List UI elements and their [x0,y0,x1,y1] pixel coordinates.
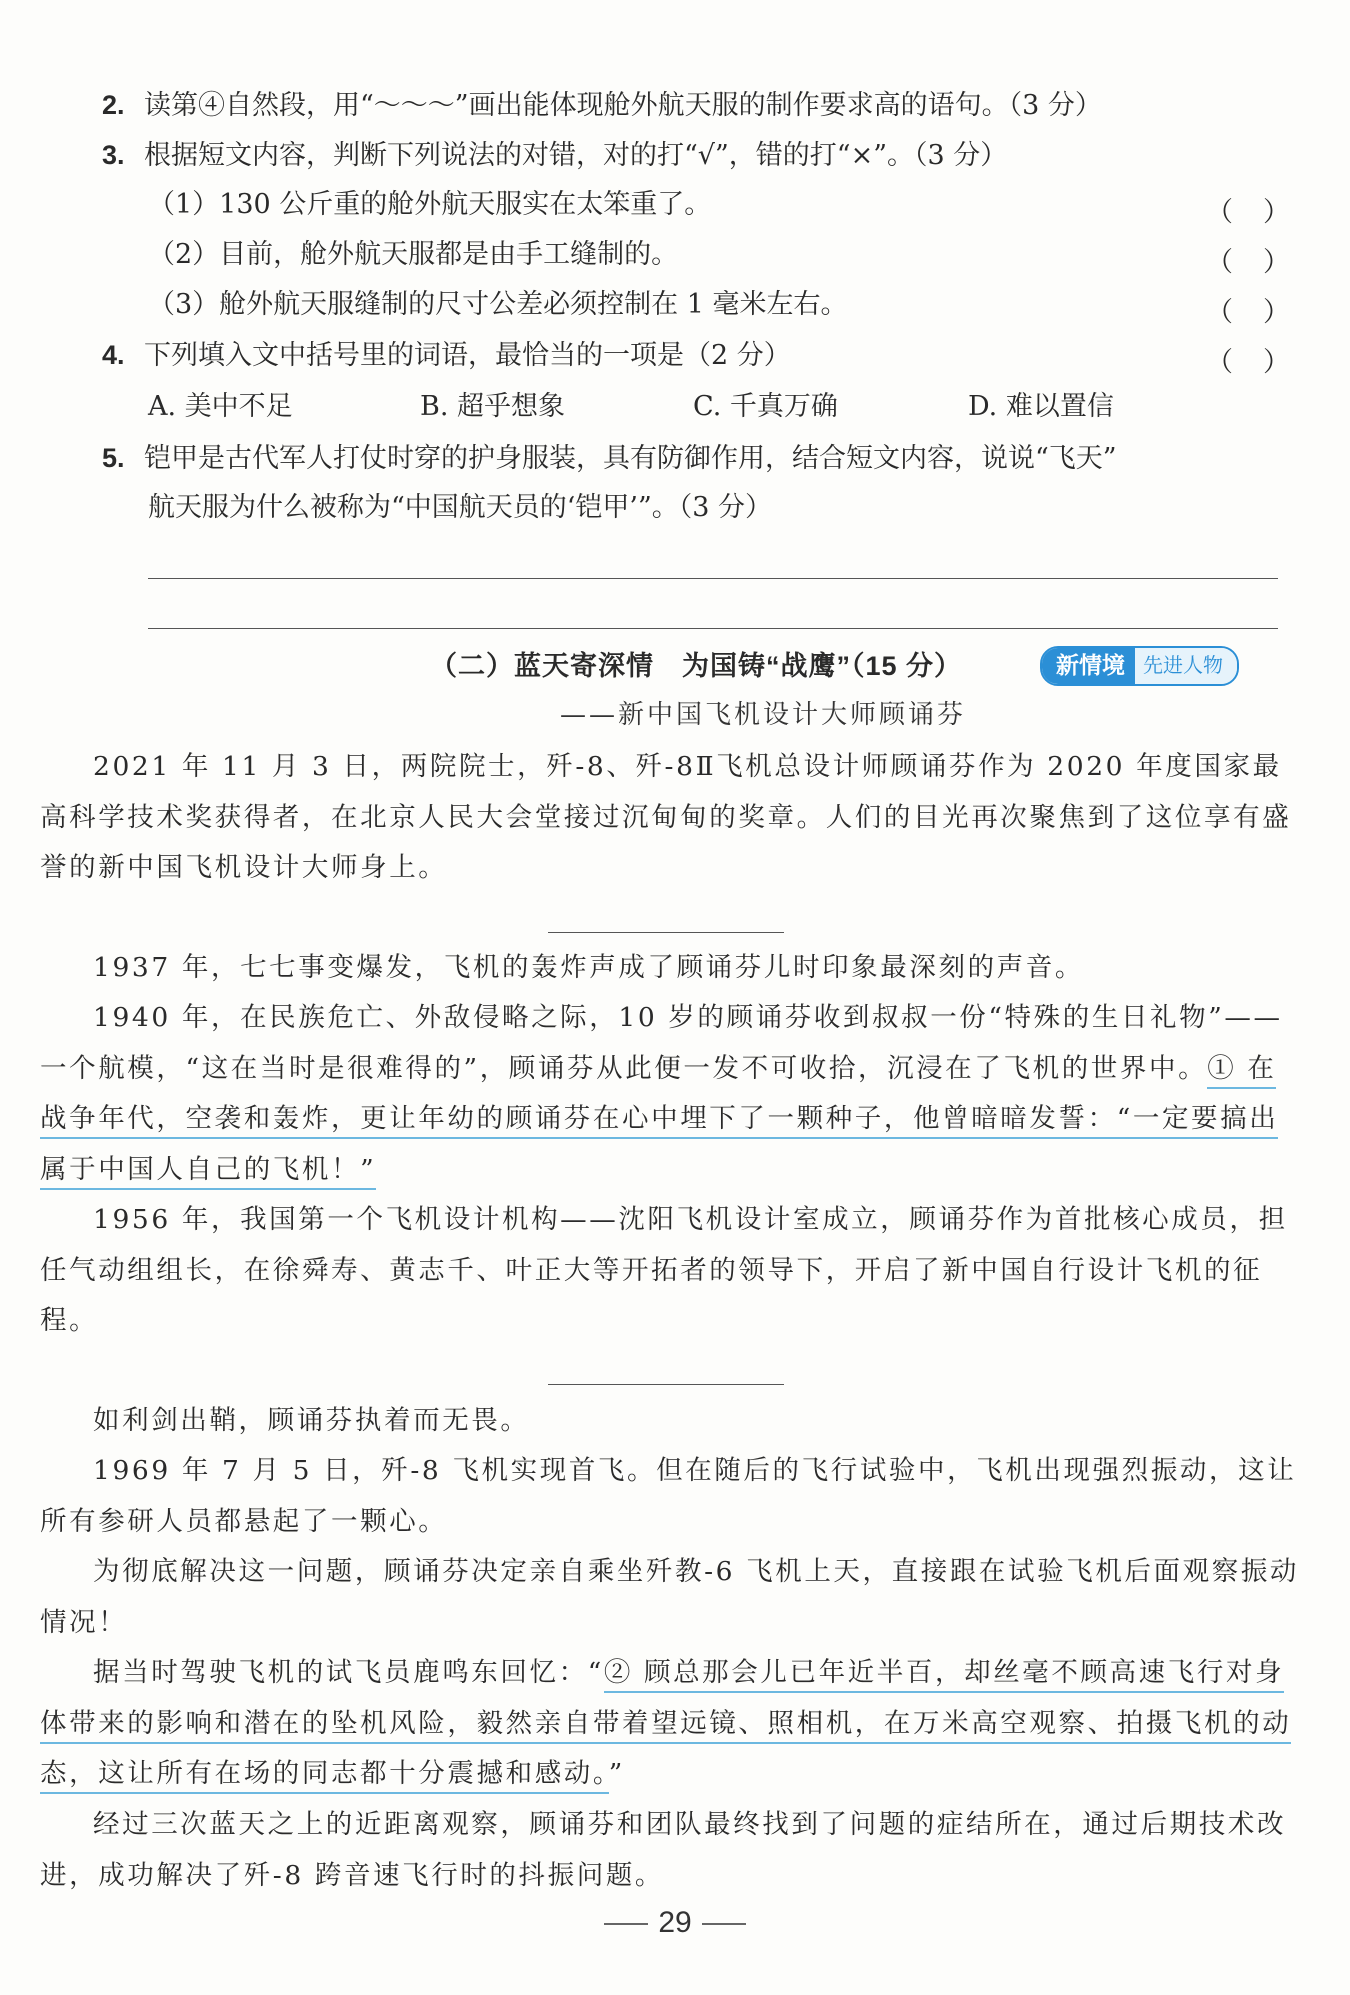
option-d: D. 难以置信 [968,391,1114,422]
statement-item: （3）舱外航天服缝制的尺寸公差必须控制在 1 毫米左右。 [148,289,848,320]
article-paragraph-7: 为彻底解决这一问题，顾诵芬决定亲自乘坐歼教-6 飞机上天，直接跟在试验飞机后面观察振动情况！ [40,1556,1300,1638]
question-text: 根据短文内容，判断下列说法的对错，对的打“√”，错的打“×”。（3 分） [144,140,1008,171]
answer-parentheses[interactable]: （ ） [1206,347,1290,378]
option-b: B. 超乎想象 [420,391,566,422]
question-text: 下列填入文中括号里的词语，最恰当的一项是（2 分） [144,340,791,371]
question-number: 5. [102,443,125,473]
option-a: A. 美中不足 [148,391,293,422]
article-paragraph-4: 1956 年，我国第一个飞机设计机构——沈阳飞机设计室成立，顾诵芬作为首批核心成员，担任气动组组长，在徐舜寿、黄志千、叶正大等开拓者的领导下，开启了新中国自行设计飞机的征程。 [40,1204,1288,1336]
dash-right [702,1923,746,1925]
tag-main: 新情境 [1042,648,1135,684]
question-number: 2. [102,90,125,120]
underlined-sentence-1: ① 在战争年代，空袭和轰炸，更让年幼的顾诵芬在心中埋下了一颗种子，他曾暗暗发誓：“一定要搞出属于中国人自己的飞机！” [40,1053,1278,1190]
question-number: 4. [102,340,125,370]
question-text-continued: 航天服为什么被称为“中国航天员的‘铠甲’”。（3 分） [148,492,773,523]
fill-in-blank-1[interactable] [548,932,784,933]
article-paragraph-5: 如利剑出鞘，顾诵芬执着而无畏。 [93,1405,530,1436]
section-subtitle: ——新中国飞机设计大师顾诵芬 [560,700,967,730]
question-text: 铠甲是古代军人打仗时穿的护身服装，具有防御作用，结合短文内容，说说“飞天” [144,443,1117,474]
article-paragraph-8: 据当时驾驶飞机的试飞员鹿鸣东回忆：“② 顾总那会儿已年近半百，却丝毫不顾高速飞行对身体带来的影响和潜在的坠机风险，毅然亲自带着望远镜、照相机，在万米高空观察、拍摄飞机的动态，这让所有在场的同志都十分震撼和感动。” [40,1648,1302,1800]
question-2 [102,80,1290,131]
section-title: （二）蓝天寄深情 为国铸“战鹰”（15 分） [430,651,963,681]
article-paragraph-3: 1940 年，在民族危亡、外敌侵略之际，10 岁的顾诵芬收到叔叔一份“特殊的生日礼物”——一个航模，“这在当时是很难得的”，顾诵芬从此便一发不可收拾，沉浸在了飞机的世界中。① 在战争年代，空袭和轰炸，更让年幼的顾诵芬在心中埋下了一颗种子，他曾暗暗发誓：“一定要搞出属于中国人自己的飞机！” [40,993,1302,1195]
question-text: 读第④自然段，用“～～～”画出能体现舱外航天服的制作要求高的语句。（3 分） [144,90,1102,121]
article-paragraph-6: 1969 年 7 月 5 日，歼-8 飞机实现首飞。但在随后的飞行试验中，飞机出现强烈振动，这让所有参研人员都悬起了一颗心。 [40,1455,1297,1537]
question-4 [102,330,1290,381]
statement-item: （2）目前，舱外航天服都是由手工缝制的。 [148,239,679,270]
question-5 [102,433,1290,484]
question-number: 3. [102,140,125,170]
answer-line[interactable] [148,628,1278,629]
option-c: C. 千真万确 [693,391,838,422]
dash-left [604,1923,648,1925]
tag-sub: 先进人物 [1135,648,1237,684]
statement-item: （1）130 公斤重的舱外航天服实在太笨重了。 [148,189,712,220]
article-paragraph-9: 经过三次蓝天之上的近距离观察，顾诵芬和团队最终找到了问题的症结所在，通过后期技术改进，成功解决了歼-8 跨音速飞行时的抖振问题。 [40,1809,1287,1891]
article-paragraph-1: 2021 年 11 月 3 日，两院院士，歼-8、歼-8Ⅱ飞机总设计师顾诵芬作为 2020 年度国家最高科学技术奖获得者，在北京人民大会堂接过沉甸甸的奖章。人们的目光再次聚焦到了这位享有盛誉的新中国飞机设计大师身上。 [40,751,1292,883]
article-paragraph-2: 1937 年，七七事变爆发，飞机的轰炸声成了顾诵芬儿时印象最深刻的声音。 [93,952,1084,983]
answer-parentheses[interactable]: （ ） [1206,247,1290,278]
question-3 [102,130,1290,181]
page-number: 29 [0,1906,1350,1940]
answer-parentheses[interactable]: （ ） [1206,197,1290,228]
fill-in-blank-2[interactable] [548,1384,784,1385]
answer-line[interactable] [148,578,1278,579]
new-context-tag [1040,646,1239,686]
underlined-sentence-2: ② 顾总那会儿已年近半百，却丝毫不顾高速飞行对身体带来的影响和潜在的坠机风险，毅然亲自带着望远镜、照相机，在万米高空观察、拍摄飞机的动态，这让所有在场的同志都十分震撼和感动。 [40,1657,1291,1794]
answer-parentheses[interactable]: （ ） [1206,297,1290,328]
